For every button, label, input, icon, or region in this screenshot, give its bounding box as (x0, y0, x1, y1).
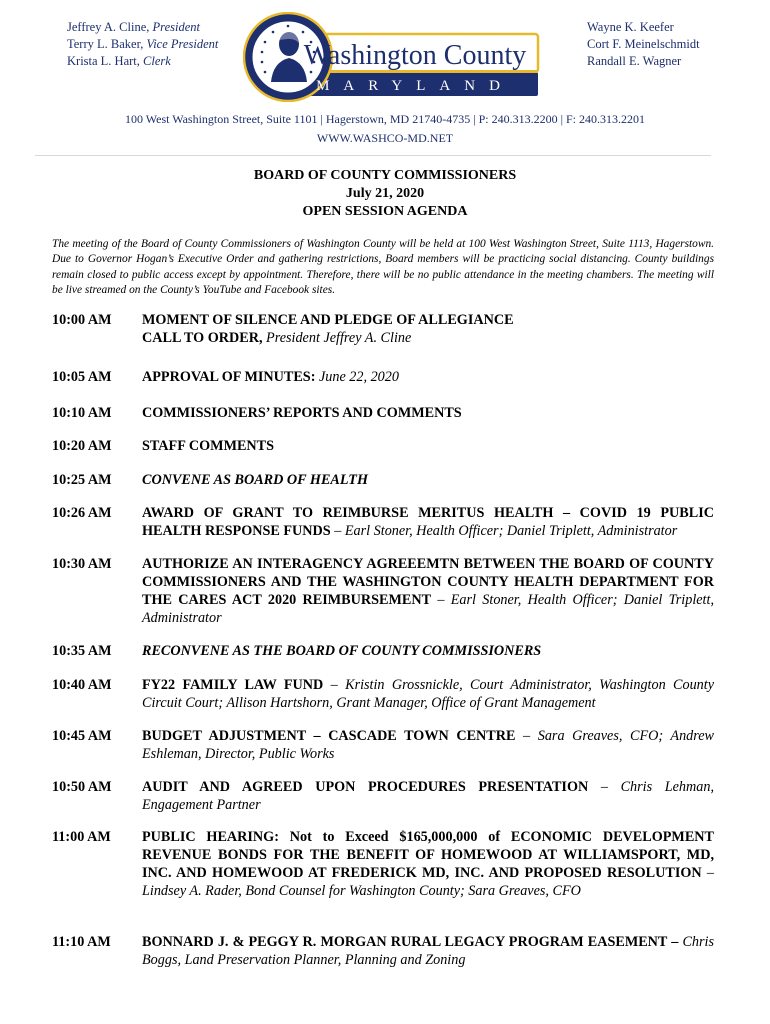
logo-subtitle: MARYLAND (316, 78, 514, 94)
agenda-description (142, 404, 714, 422)
agenda-description (142, 642, 714, 660)
agenda-description (142, 933, 714, 969)
title-line: OPEN SESSION AGENDA (302, 204, 468, 219)
intro-paragraph: The meeting of the Board of County Commissioners of Washington County will be held at 100 West Washington Street, Suite 1113, Hagerstown. Due to Governor Hogan’s Executive Order and gathering restrictions, Board members will be practicing social distancing. County buildings remain closed to public access except by appointment. Therefore, there will be no public attendance in the meeting chambers. The meeting will be live streamed on the County’s YouTube and Facebook sites. (52, 238, 714, 296)
agenda-title-text: AUDIT AND AGREED UPON PROCEDURES PRESENTATION (142, 779, 589, 795)
agenda-time: 10:25 AM (52, 472, 112, 488)
washington-county-logo (243, 12, 543, 102)
agenda-description (142, 437, 714, 455)
website-link[interactable]: WWW.WASHCO-MD.NET (316, 131, 454, 145)
title-date: July 21, 2020 (345, 186, 425, 201)
agenda-time: 10:26 AM (52, 505, 112, 521)
officer-name: Wayne K. Keefer (587, 20, 674, 34)
agenda-presenter: – Earl Stoner, Health Officer; Daniel Triplett, Administrator (330, 523, 678, 539)
agenda-title-text: CONVENE AS BOARD OF HEALTH (142, 472, 369, 488)
officer-name: Jeffrey A. Cline, (67, 20, 153, 34)
officer-name: Randall E. Wagner (587, 54, 682, 68)
agenda-title-text: COMMISSIONERS’ REPORTS AND COMMENTS (142, 405, 462, 421)
officer-role: President (152, 20, 200, 34)
agenda-description (142, 778, 714, 814)
agenda-time: 10:00 AM (52, 312, 112, 328)
agenda-presenter: – Kristin Grossnickle, Court Administrator, Washington County Circuit Court; Allison Hartshorn, Grant Manager, Office of Grant Management (142, 677, 715, 711)
agenda-title-text: RECONVENE AS THE BOARD OF COUNTY COMMISSIONERS (142, 643, 542, 659)
agenda-description (142, 676, 714, 712)
agenda-presenter: Chris Boggs, Land Preservation Planner, Planning and Zoning (142, 934, 714, 968)
agenda-time: 11:10 AM (52, 934, 111, 950)
agenda-time: 10:30 AM (52, 556, 112, 572)
logo-title: Washington County (303, 40, 527, 71)
agenda-time: 10:50 AM (52, 779, 112, 795)
divider (35, 155, 711, 156)
agenda-presenter: – Lindsey A. Rader, Bond Counsel for Washington County; Sara Greaves, CFO (142, 865, 714, 899)
agenda-description (142, 727, 714, 763)
officer (67, 19, 218, 36)
agenda-title-text: BONNARD J. & PEGGY R. MORGAN RURAL LEGACY PROGRAM EASEMENT – (142, 934, 679, 950)
officer-role: Vice President (146, 37, 219, 51)
address-line: 100 West Washington Street, Suite 1101 | Hagerstown, MD 21740-4735 | P: 240.313.2200 | F: 240.313.2201 (124, 112, 646, 126)
agenda-title-text: AUTHORIZE AN INTERAGENCY AGREEEMTN BETWEEN THE BOARD OF COUNTY COMMISSIONERS AND THE WASHINGTON COUNTY HEALTH DEPARTMENT FOR THE CARES ACT 2020 REIMBURSEMENT (142, 556, 714, 608)
agenda-time: 11:00 AM (52, 829, 111, 845)
agenda-presenter: – Sara Greaves, CFO; Andrew Eshleman, Director, Public Works (142, 728, 715, 762)
agenda-time: 10:40 AM (52, 677, 112, 693)
agenda-time: 10:45 AM (52, 728, 112, 744)
agenda-description (142, 828, 714, 900)
officer-role: Clerk (143, 54, 171, 68)
agenda-title-text: CALL TO ORDER, (142, 330, 263, 346)
agenda-time: 10:20 AM (52, 438, 112, 454)
letterhead (0, 0, 770, 160)
agenda-description (142, 311, 714, 347)
agenda-title-text: FY22 FAMILY LAW FUND (142, 677, 324, 693)
agenda-presenter: – Chris Lehman, Engagement Partner (142, 779, 714, 813)
agenda-title-text: MOMENT OF SILENCE AND PLEDGE OF ALLEGIANCE (142, 312, 514, 328)
officer (67, 36, 218, 53)
agenda-presenter: President Jeffrey A. Cline (262, 330, 412, 346)
agenda-description (142, 471, 714, 489)
agenda-description (142, 368, 714, 386)
agenda-time: 10:35 AM (52, 643, 112, 659)
title-line: BOARD OF COUNTY COMMISSIONERS (253, 168, 517, 183)
agenda-time: 10:05 AM (52, 369, 112, 385)
agenda-presenter: June 22, 2020 (315, 369, 399, 385)
agenda-title-text: PUBLIC HEARING: Not to Exceed $165,000,000 of ECONOMIC DEVELOPMENT REVENUE BONDS FOR THE BENEFIT OF HOMEWOOD AT WILLIAMSPORT, MD, INC. AND HOMEWOOD AT FREDERICK MD, INC. AND PROPOSED RESOLUTION (142, 829, 714, 881)
officers-right (587, 19, 700, 70)
agenda-presenter: – Earl Stoner, Health Officer; Daniel Triplett, Administrator (142, 592, 714, 626)
agenda-title-text: STAFF COMMENTS (142, 438, 275, 454)
agenda-title-text: APPROVAL OF MINUTES: (142, 369, 316, 385)
agenda-description (142, 504, 714, 540)
officers-left (67, 19, 218, 70)
officer-name: Krista L. Hart, (67, 54, 144, 68)
agenda-title-text: AWARD OF GRANT TO REIMBURSE MERITUS HEALTH – COVID 19 PUBLIC HEALTH RESPONSE FUNDS (142, 505, 714, 539)
logo-year: 1776 (280, 85, 296, 94)
agenda-time: 10:10 AM (52, 405, 112, 421)
agenda-description (142, 555, 714, 627)
officer (67, 53, 218, 70)
officer-name: Cort F. Meinelschmidt (587, 37, 700, 51)
officer-name: Terry L. Baker, (67, 37, 147, 51)
agenda-title (0, 167, 770, 221)
agenda-title-text: BUDGET ADJUSTMENT – CASCADE TOWN CENTRE (142, 728, 516, 744)
